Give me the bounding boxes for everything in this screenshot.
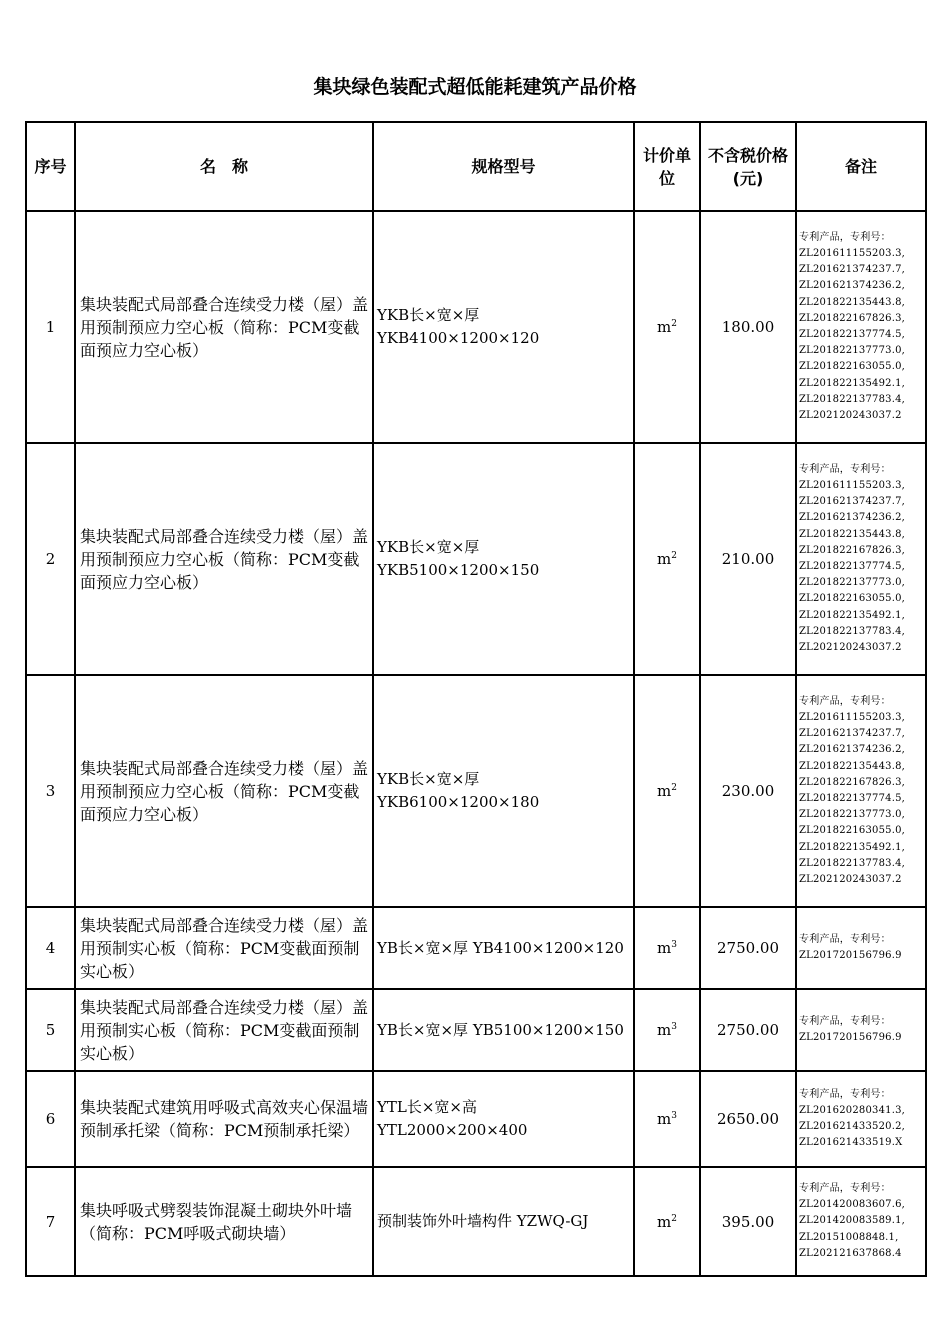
patent-note-line: ZL201822163055.0, — [799, 593, 906, 605]
patent-note-line: ZL20151008848.1, — [799, 1231, 899, 1243]
product-name: 集块装配式局部叠合连续受力楼（屋）盖用预制预应力空心板（简称：PCM变截面预应力空心板） — [75, 443, 373, 675]
price-excl-tax: 2650.00 — [700, 1071, 796, 1167]
product-spec: 预制装饰外叶墙构件 YZWQ-GJ — [373, 1167, 634, 1276]
header-spec: 规格型号 — [373, 122, 634, 211]
price-table — [25, 121, 927, 1277]
price-excl-tax: 2750.00 — [700, 907, 796, 989]
patent-note-line: ZL201621374237.7, — [799, 728, 906, 740]
patent-note-line: ZL201822137774.5, — [799, 793, 906, 804]
table-row — [26, 675, 926, 907]
unit-exponent: 2 — [671, 319, 677, 329]
row-index: 5 — [26, 989, 75, 1071]
patent-note-line: ZL201822135492.1, — [799, 377, 906, 389]
patent-note-line: ZL201621374236.2, — [799, 512, 906, 524]
product-spec: YB长×宽×厚 YB4100×1200×120 — [373, 907, 634, 989]
table-row — [26, 443, 926, 675]
patent-note-line: ZL201420083607.6, — [799, 1199, 906, 1211]
table-row — [26, 1167, 926, 1276]
patent-note-line: ZL201822167826.3, — [799, 312, 906, 324]
patent-note-line: ZL201822135443.8, — [799, 760, 906, 772]
patent-note — [796, 989, 926, 1071]
patent-note-line: ZL201621374236.2, — [799, 744, 906, 756]
patent-note-line: 专利产品，专利号： — [799, 1182, 891, 1194]
unit-exponent: 3 — [671, 940, 677, 950]
patent-note-line: ZL201620280341.3, — [799, 1104, 906, 1116]
product-name: 集块装配式局部叠合连续受力楼（屋）盖用预制实心板（简称：PCM变截面预制实心板） — [75, 907, 373, 989]
unit-exponent: 3 — [671, 1022, 677, 1032]
patent-note-line: ZL201822137783.4, — [799, 857, 906, 869]
patent-note-line: ZL201822137773.0, — [799, 809, 906, 821]
patent-note-line: ZL201822137773.0, — [799, 577, 906, 589]
product-name: 集块装配式局部叠合连续受力楼（屋）盖用预制实心板（简称：PCM变截面预制实心板） — [75, 989, 373, 1071]
unit-exponent: 2 — [671, 551, 677, 561]
patent-note — [796, 1167, 926, 1276]
patent-note-line: ZL201822137774.5, — [799, 329, 906, 340]
row-index: 4 — [26, 907, 75, 989]
product-name: 集块装配式局部叠合连续受力楼（屋）盖用预制预应力空心板（简称：PCM变截面预应力空心板） — [75, 211, 373, 443]
patent-note-line: ZL202120243037.2 — [799, 410, 902, 422]
row-index: 1 — [26, 211, 75, 443]
row-index: 3 — [26, 675, 75, 907]
patent-note — [796, 907, 926, 989]
patent-note-line: ZL201822163055.0, — [799, 825, 906, 837]
patent-note-line: 专利产品，专利号： — [799, 695, 891, 707]
pricing-unit — [634, 675, 700, 907]
patent-note-line: ZL201822137783.4, — [799, 393, 906, 405]
patent-note-line: 专利产品，专利号： — [799, 463, 891, 475]
patent-note-line: ZL201822135492.1, — [799, 609, 906, 621]
unit-base: m — [657, 318, 672, 336]
unit-base: m — [657, 782, 672, 800]
header-note: 备注 — [796, 122, 926, 211]
pricing-unit — [634, 989, 700, 1071]
patent-note-line: ZL201420083589.1, — [799, 1215, 906, 1227]
pricing-unit — [634, 1167, 700, 1276]
unit-exponent: 3 — [671, 1111, 677, 1121]
patent-note-line: ZL201621433520.2, — [799, 1121, 906, 1132]
product-name: 集块呼吸式劈裂装饰混凝土砌块外叶墙（简称：PCM呼吸式砌块墙） — [75, 1167, 373, 1276]
patent-note-line: ZL202121637868.4 — [799, 1247, 902, 1259]
row-index: 2 — [26, 443, 75, 675]
header-price: 不含税价格(元) — [700, 122, 796, 211]
price-excl-tax: 395.00 — [700, 1167, 796, 1276]
patent-note-line: ZL202120243037.2 — [799, 874, 902, 886]
patent-note-line: ZL201621433519.X — [799, 1137, 903, 1149]
patent-note-line: ZL201822167826.3, — [799, 544, 906, 556]
price-excl-tax: 210.00 — [700, 443, 796, 675]
pricing-unit — [634, 1071, 700, 1167]
product-name: 集块装配式局部叠合连续受力楼（屋）盖用预制预应力空心板（简称：PCM变截面预应力空心板） — [75, 675, 373, 907]
table-row — [26, 211, 926, 443]
pricing-unit — [634, 907, 700, 989]
patent-note-line: ZL201621374236.2, — [799, 280, 906, 292]
price-excl-tax: 2750.00 — [700, 989, 796, 1071]
unit-exponent: 2 — [671, 783, 677, 793]
patent-note-line: ZL201822137783.4, — [799, 625, 906, 637]
price-excl-tax: 180.00 — [700, 211, 796, 443]
unit-base: m — [657, 1021, 672, 1039]
product-spec: YKB长×宽×厚 YKB5100×1200×150 — [373, 443, 634, 675]
patent-note-line: 专利产品，专利号： — [799, 933, 891, 945]
patent-note-line: ZL201611155203.3, — [799, 247, 906, 259]
patent-note-line: ZL201822137774.5, — [799, 561, 906, 572]
page-title: 集块绿色装配式超低能耗建筑产品价格 — [313, 76, 637, 98]
pricing-unit — [634, 211, 700, 443]
patent-note-line: ZL201822163055.0, — [799, 361, 906, 373]
pricing-unit — [634, 443, 700, 675]
patent-note-line: ZL201720156796.9 — [799, 1032, 902, 1043]
table-row — [26, 989, 926, 1071]
patent-note — [796, 443, 926, 675]
patent-note-line: ZL201611155203.3, — [799, 479, 906, 491]
product-name: 集块装配式建筑用呼吸式高效夹心保温墙预制承托梁（简称：PCM预制承托梁） — [75, 1071, 373, 1167]
patent-note — [796, 211, 926, 443]
header-unit: 计价单位 — [634, 122, 700, 211]
row-index: 7 — [26, 1167, 75, 1276]
patent-note-line: ZL201822137773.0, — [799, 345, 906, 357]
patent-note-line: ZL201822135443.8, — [799, 296, 906, 308]
product-spec: YKB长×宽×厚 YKB4100×1200×120 — [373, 211, 634, 443]
unit-base: m — [657, 939, 672, 957]
patent-note-line: ZL201822135492.1, — [799, 841, 906, 853]
header-row — [26, 122, 926, 211]
header-name: 名 称 — [75, 122, 373, 211]
patent-note-line: 专利产品，专利号： — [799, 1088, 891, 1100]
product-spec: YTL长×宽×高 YTL2000×200×400 — [373, 1071, 634, 1167]
unit-base: m — [657, 1212, 672, 1231]
product-spec: YKB长×宽×厚 YKB6100×1200×180 — [373, 675, 634, 907]
patent-note — [796, 675, 926, 907]
patent-note-line: ZL201822135443.8, — [799, 528, 906, 540]
patent-note-line: ZL201720156796.9 — [799, 950, 902, 961]
unit-exponent: 2 — [671, 1213, 677, 1224]
patent-note-line: ZL201621374237.7, — [799, 496, 906, 508]
unit-base: m — [657, 1110, 672, 1128]
patent-note-line: ZL202120243037.2 — [799, 642, 902, 654]
patent-note-line: ZL201822167826.3, — [799, 776, 906, 788]
table-row — [26, 907, 926, 989]
patent-note-line: ZL201621374237.7, — [799, 264, 906, 276]
patent-note-line: ZL201611155203.3, — [799, 711, 906, 723]
header-index: 序号 — [26, 122, 75, 211]
patent-note-line: 专利产品，专利号： — [799, 1015, 891, 1027]
table-row — [26, 1071, 926, 1167]
patent-note — [796, 1071, 926, 1167]
product-spec: YB长×宽×厚 YB5100×1200×150 — [373, 989, 634, 1071]
row-index: 6 — [26, 1071, 75, 1167]
unit-base: m — [657, 550, 672, 568]
price-excl-tax: 230.00 — [700, 675, 796, 907]
patent-note-line: 专利产品，专利号： — [799, 231, 891, 243]
